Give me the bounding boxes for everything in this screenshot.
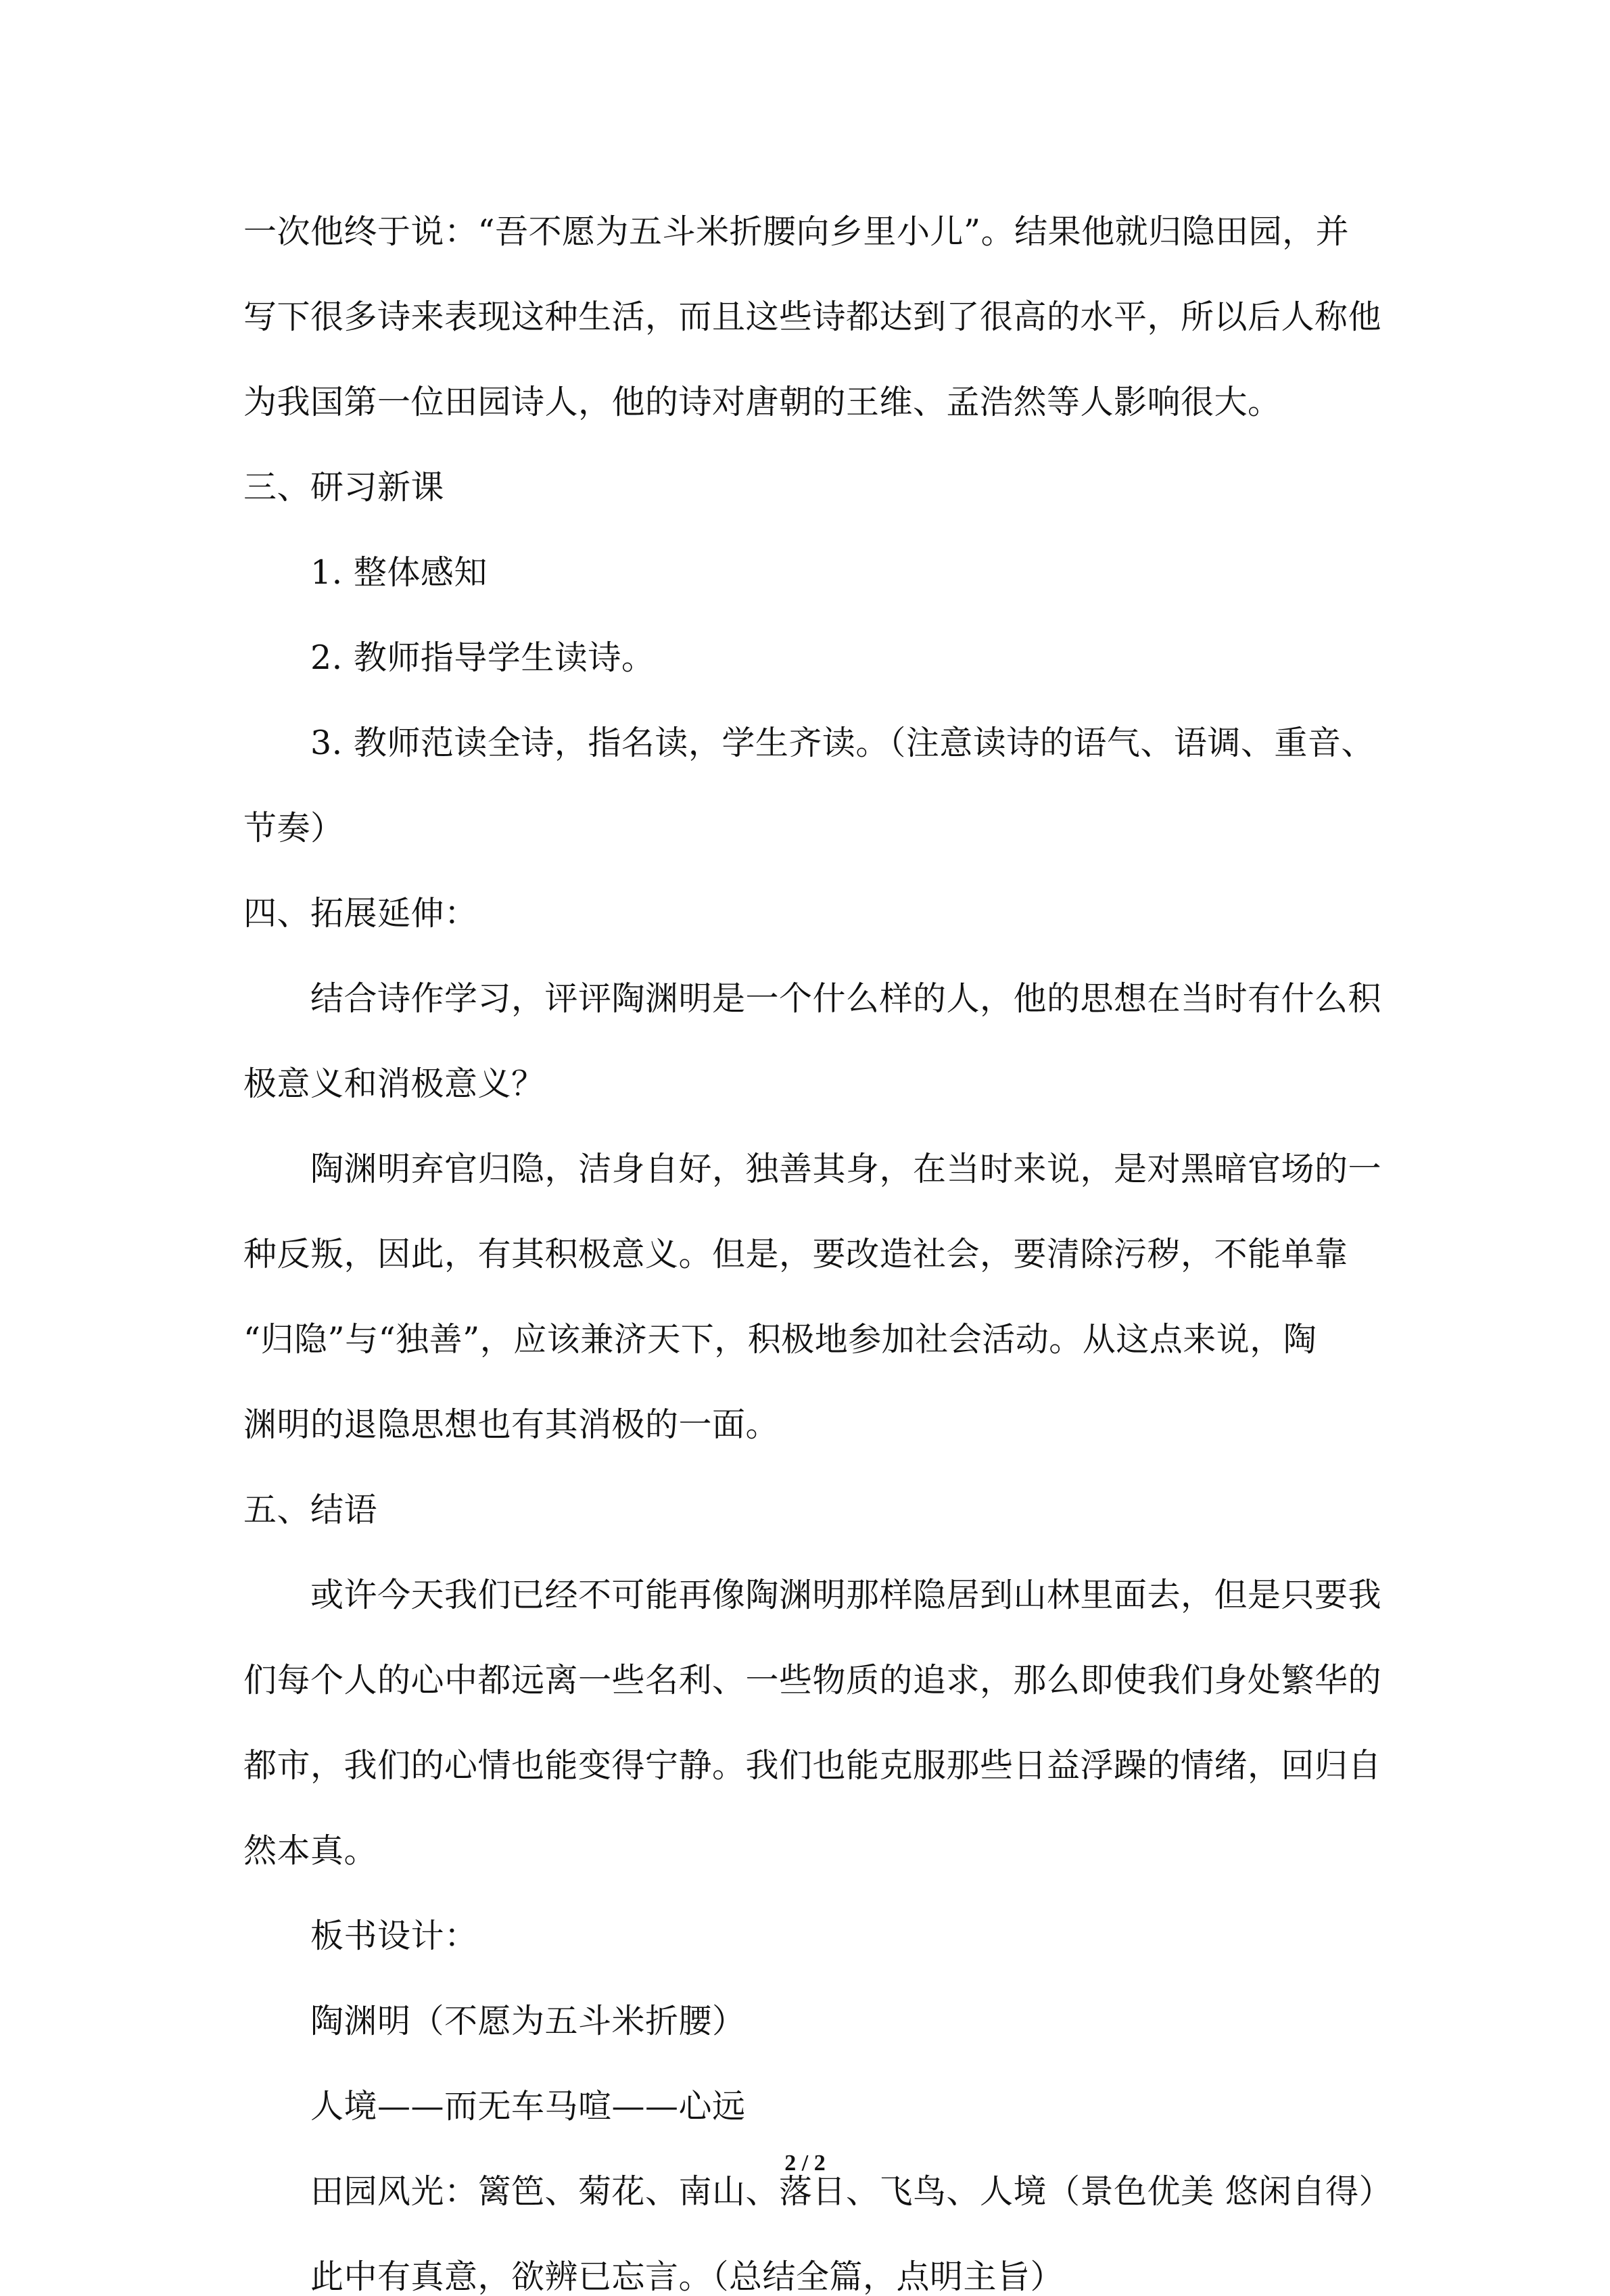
- list-item: 1. 整体感知: [310, 553, 488, 592]
- list-item: 2. 教师指导学生读诗。: [310, 638, 655, 677]
- board-line: 人境——而无车马喧——心远: [310, 2087, 746, 2126]
- page-number: 2 / 2: [784, 2151, 826, 2176]
- section-heading: 五、结语: [243, 1491, 378, 1529]
- section-heading: 四、拓展延伸：: [243, 894, 478, 933]
- board-line: 此中有真意，欲辨已忘言。（总结全篇，点明主旨）: [310, 2257, 1064, 2296]
- list-item-continuation: 节奏）: [243, 809, 344, 847]
- paragraph-line: 或许今天我们已经不可能再像陶渊明那样隐居到山林里面去，但是只要我: [310, 1576, 1382, 1614]
- section-heading: 三、研习新课: [243, 468, 445, 507]
- paragraph-line: 为我国第一位田园诗人，他的诗对唐朝的王维、孟浩然等人影响很大。: [243, 383, 1281, 421]
- paragraph-line: 渊明的退隐思想也有其消极的一面。: [243, 1405, 780, 1444]
- paragraph-line: 极意义和消极意义？: [243, 1064, 545, 1103]
- board-line: 田园风光：篱笆、菊花、南山、落日、飞鸟、人境（景色优美 悠闲自得）: [310, 2172, 1393, 2211]
- paragraph-line: 一次他终于说：“吾不愿为五斗米折腰向乡里小儿”。结果他就归隐田园，并: [243, 212, 1350, 251]
- paragraph-line: 种反叛，因此，有其积极意义。但是，要改造社会，要清除污秽，不能单靠: [243, 1235, 1348, 1273]
- paragraph-line: 们每个人的心中都远离一些名利、一些物质的追求，那么即使我们身处繁华的: [243, 1661, 1382, 1700]
- board-line: 陶渊明（不愿为五斗米折腰）: [310, 2002, 746, 2040]
- paragraph-line: 结合诗作学习，评评陶渊明是一个什么样的人，他的思想在当时有什么积: [310, 979, 1382, 1018]
- paragraph-line: “归隐”与“独善”，应该兼济天下，积极地参加社会活动。从这点来说，陶: [243, 1320, 1317, 1359]
- paragraph-line: 都市，我们的心情也能变得宁静。我们也能克服那些日益浮躁的情绪，回归自: [243, 1746, 1382, 1785]
- list-item: 3. 教师范读全诗，指名读，学生齐读。（注意读诗的语气、语调、重音、: [310, 724, 1375, 762]
- paragraph-line: 然本真。: [243, 1831, 378, 1870]
- board-heading: 板书设计：: [310, 1917, 478, 1955]
- paragraph-line: 写下很多诗来表现这种生活，而且这些诗都达到了很高的水平，所以后人称他: [243, 298, 1382, 336]
- paragraph-line: 陶渊明弃官归隐，洁身自好，独善其身，在当时来说，是对黑暗官场的一: [310, 1150, 1382, 1188]
